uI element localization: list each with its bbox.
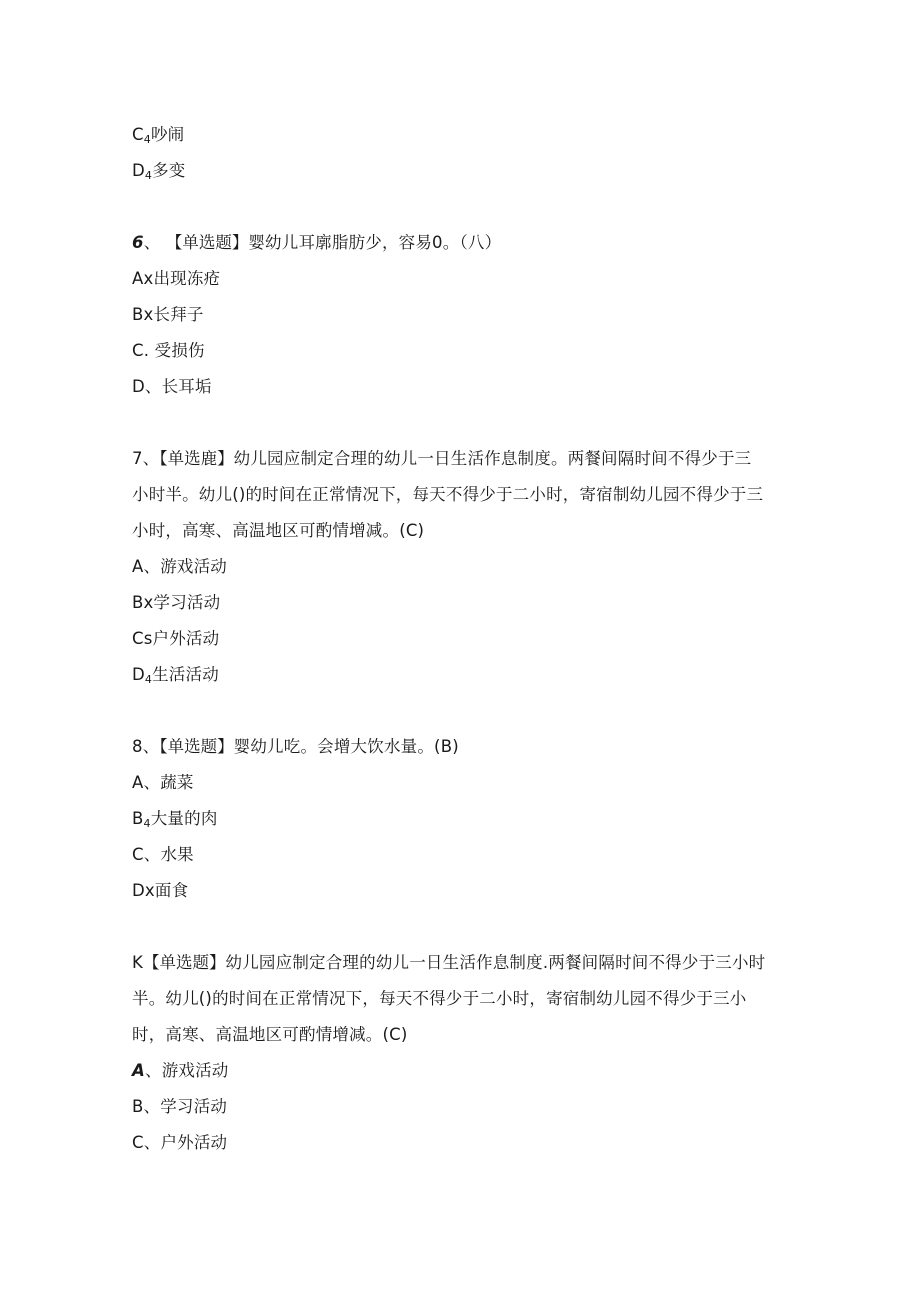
question-k-line-2 [132,989,746,1009]
option-separator: 、 [144,377,162,396]
question-text: 小时半。幼儿()的时间在正常情况下，每天不得少于二小时，寄宿制幼儿园不得少于三 [132,485,764,504]
option-text: 户外活动 [152,629,220,648]
option-c-q8 [132,845,194,865]
option-b-q8 [132,809,218,829]
option-letter: C [132,1133,144,1152]
question-text: 幼儿园应制定合理的幼儿一日生活作息制度.两餐间隔时间不得少于三小时 [225,953,766,972]
question-type: 【单选鹿】 [159,449,234,468]
option-text: 长拜子 [153,305,204,324]
option-letter: A [132,1061,145,1080]
option-separator: 、 [143,557,161,576]
question-7-line-2 [132,485,763,505]
option-letter: C [132,125,144,144]
option-separator: s [143,629,153,648]
question-8-line-1 [132,737,459,757]
option-text: 大量的肉 [150,809,218,828]
option-separator: 、 [143,1097,161,1116]
option-letter: A [132,269,144,288]
option-separator: 、 [143,773,161,792]
option-separator: 、 [144,1061,162,1080]
option-text: 游戏活动 [161,1061,229,1080]
option-separator: . [143,341,155,360]
question-number: 7 [132,449,143,468]
option-c-qk [132,1133,227,1153]
question-type: 【单选题】 [143,953,226,972]
question-text: 半。幼儿()的时间在正常情况下，每天不得少于二小时，寄宿制幼儿园不得少于三小 [132,989,747,1008]
option-a-q8 [132,773,194,793]
option-text: 户外活动 [160,1133,228,1152]
option-c-q7 [132,629,219,649]
question-text: 小时，高寒、高温地区可酌情增减。(C) [132,521,425,540]
question-type: 【单选题】 [159,737,234,756]
option-text: 蔬菜 [160,773,194,792]
option-letter: C [132,845,144,864]
option-letter: B [132,305,144,324]
option-subscript: 4 [143,133,151,146]
question-text: 婴幼儿耳廓脂肪少，容易0。（八） [248,233,502,252]
question-k-line-1 [132,953,765,973]
option-text: 长耳垢 [161,377,212,396]
option-text: 出现冻疮 [153,269,221,288]
option-b-qk [132,1097,227,1117]
option-text: 面食 [154,881,189,900]
question-number: K [132,953,144,972]
option-separator: 、 [143,845,161,864]
option-letter: C [132,629,144,648]
option-text: 水果 [160,845,194,864]
option-separator: x [144,881,155,900]
option-separator: x [143,305,154,324]
question-text: 时，高寒、高温地区可酌情增减。(C) [132,1025,408,1044]
option-text: 学习活动 [160,1097,228,1116]
option-text: 游戏活动 [160,557,228,576]
option-subscript: 4 [143,817,151,830]
option-separator: x [143,593,154,612]
option-letter: D [132,161,145,180]
question-separator: 、 [142,737,160,756]
option-c-q6 [132,341,205,361]
option-d-q7 [132,665,219,685]
option-d-q6 [132,377,212,397]
option-separator: 、 [143,1133,161,1152]
option-letter: B [132,593,144,612]
option-letter: D [132,377,145,396]
question-number: 6 [132,233,144,252]
option-text: 吵闹 [150,125,185,144]
option-text: 多变 [152,161,186,180]
option-text: 生活活动 [152,665,219,684]
option-letter: B [132,809,144,828]
option-b-q6 [132,305,204,325]
option-separator: x [143,269,154,288]
option-letter: A [132,773,144,792]
question-k-line-3 [132,1025,408,1045]
option-letter: D [132,881,145,900]
option-text: 受损伤 [154,341,205,360]
question-separator: 、 [142,449,160,468]
option-d-q5 [132,161,186,181]
question-text: 幼儿园应制定合理的幼儿一日生活作息制度。两餐间隔时间不得少于三 [233,449,752,468]
option-a-qk [132,1061,229,1081]
option-letter: B [132,1097,144,1116]
question-6-line-1 [132,233,501,253]
option-subscript: 4 [144,169,153,182]
question-text: 婴幼儿吃。会增大饮水量。(B) [233,737,459,756]
option-letter: C [132,341,144,360]
question-separator: 、 [143,233,161,252]
question-7-line-3 [132,521,424,541]
option-subscript: 4 [144,673,153,686]
option-letter: D [132,665,145,684]
option-a-q6 [132,269,220,289]
question-7-line-1 [132,449,751,469]
option-a-q7 [132,557,227,577]
option-b-q7 [132,593,220,613]
question-number: 8 [132,737,143,756]
option-c-q5 [132,125,184,145]
question-type: 【单选题】 [165,233,249,252]
option-letter: A [132,557,144,576]
option-text: 学习活动 [153,593,221,612]
option-d-q8 [132,881,188,901]
